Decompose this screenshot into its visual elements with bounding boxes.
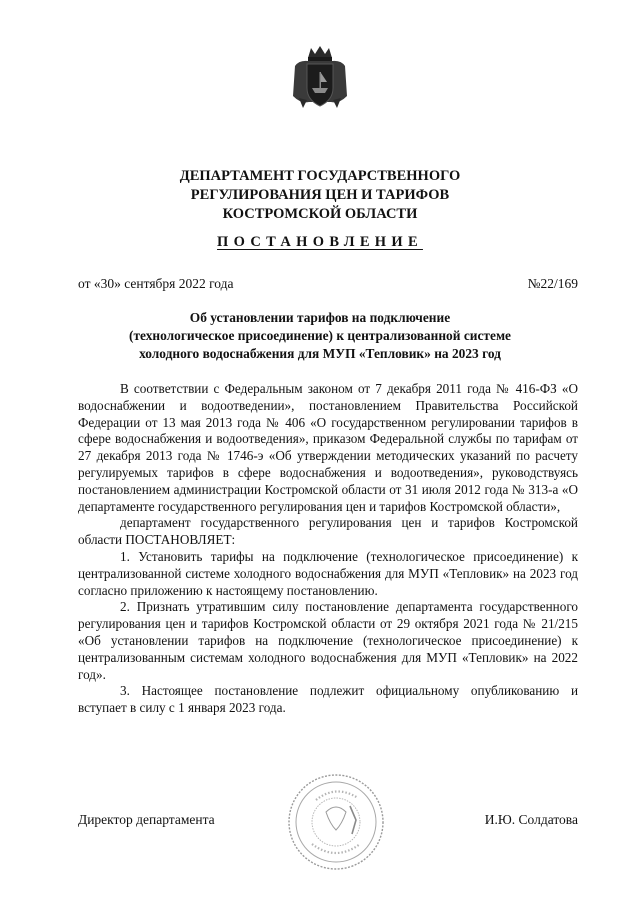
document-type-heading — [0, 234, 640, 251]
signatory-name: И.Ю. Солдатова — [484, 812, 578, 827]
title-line: Об установлении тарифов на подключение — [189, 310, 451, 325]
signature-block — [78, 812, 578, 828]
department-name — [0, 167, 640, 224]
title-line: холодного водоснабжения для МУП «Тепловик» на 2023 год — [139, 346, 501, 361]
body-paragraph: 1. Установить тарифы на подключение (технологическое присоединение) к централизованной системе холодного водоснабжения для МУП «Тепловик» на 2023 год согласно приложению к настоящему постановлению. — [78, 548, 578, 598]
title-line: (технологическое присоединение) к централизованной системе — [128, 328, 512, 343]
body-paragraph: департамент государственного регулирования цен и тарифов Костромской области ПОСТАНОВЛЯЕТ: — [78, 515, 578, 548]
dateline — [78, 276, 578, 292]
document-type-label: ПОСТАНОВЛЕНИЕ — [217, 234, 423, 250]
document-title — [0, 309, 640, 363]
body-paragraph: 2. Признать утратившим силу постановление департамента государственного регулирования цен и тарифов Костромской области от 29 октября 2021 года № 21/215 «Об установлении тарифов на подключение (технологическое присоединение) к централизованным системам холодного водоснабжения для МУП «Тепловик» на 2022 год». — [78, 599, 578, 682]
document-body — [78, 381, 578, 717]
body-paragraph: 3. Настоящее постановление подлежит официальному опубликованию и вступает в силу с 1 января 2023 года. — [78, 683, 578, 716]
department-line: РЕГУЛИРОВАНИЯ ЦЕН И ТАРИФОВ — [190, 187, 450, 203]
body-paragraph: В соответствии с Федеральным законом от 7 декабря 2011 года № 416-ФЗ «О водоснабжении и водоотведении», постановлением Правительства Российской Федерации от 13 мая 2013 года № 406 «О государственном регулировании тарифов в сфере водоснабжения и водоотведения», приказом Федеральной службы по тарифам от 27 декабря 2013 года № 1746-э «Об утверждении методических указаний по расчету регулируемых тарифов в сфере водоснабжения и водоотведения», руководствуясь постановлением администрации Костромской области от 31 июля 2012 года № 313-а «О департаменте государственного регулирования цен и тарифов Костромской области», — [78, 381, 578, 514]
document-number: №22/169 — [527, 276, 578, 291]
signatory-position: Директор департамента — [78, 812, 215, 827]
kostroma-coat-of-arms-icon — [291, 44, 349, 110]
document-date: от «30» сентября 2022 года — [78, 276, 234, 291]
department-line: ДЕПАРТАМЕНТ ГОСУДАРСТВЕННОГО — [179, 168, 461, 184]
department-line: КОСТРОМСКОЙ ОБЛАСТИ — [222, 206, 418, 222]
